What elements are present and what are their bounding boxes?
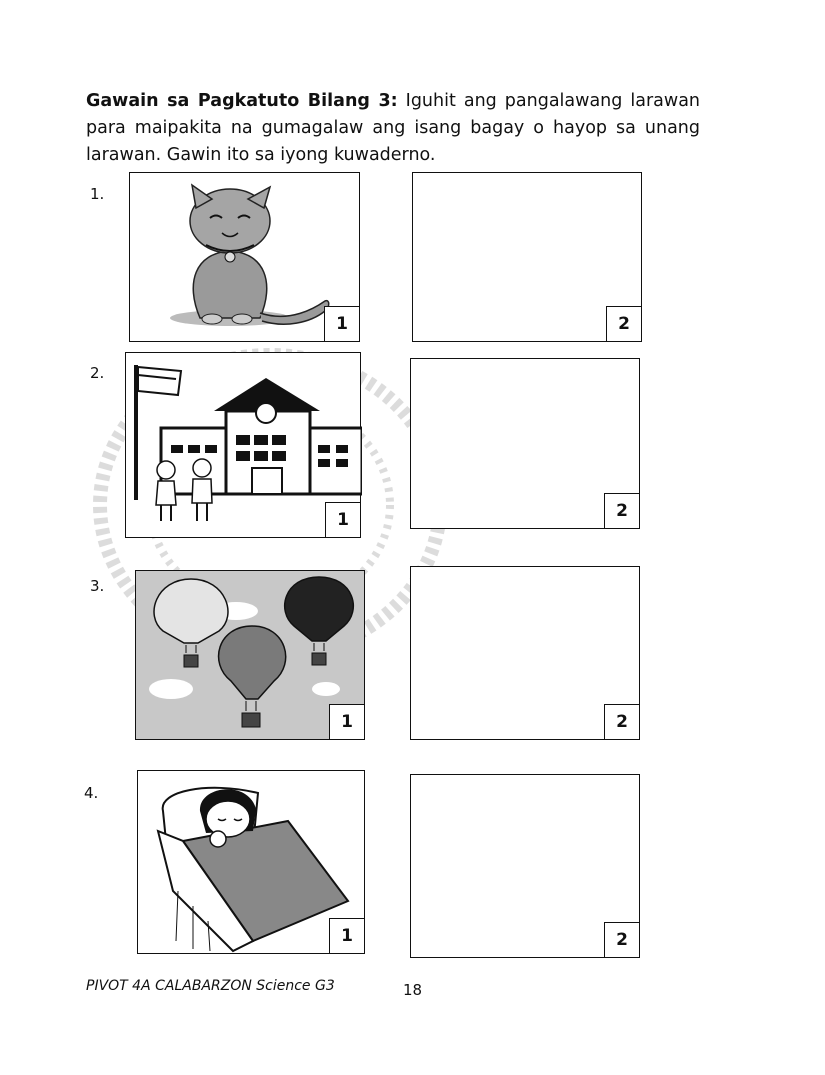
picture-number-tag: 2 (604, 493, 639, 528)
picture-number-tag: 1 (329, 918, 364, 953)
item-number-2: 2. (90, 364, 105, 382)
drawing-box-4-second (410, 774, 640, 958)
picture-number-tag: 2 (604, 922, 639, 957)
item-number-3: 3. (90, 577, 105, 595)
picture-number-tag: 2 (606, 306, 641, 341)
picture-box-4-first (137, 770, 365, 954)
instructions-paragraph (86, 88, 700, 169)
drawing-box-1-second (412, 172, 642, 342)
page-number: 18 (403, 981, 423, 999)
instructions-text: Iguhit ang pangalawang larawan para maipakita na gumagalaw ang isang bagay o hayop sa unang larawan. Gawin ito sa iyong kuwaderno. (86, 91, 701, 165)
drawing-box-2-second (410, 358, 640, 529)
item-number-1: 1. (90, 185, 105, 203)
picture-number-tag: 1 (325, 502, 360, 537)
item-number-4: 4. (84, 784, 99, 802)
drawing-box-3-second (410, 566, 640, 740)
picture-number-tag: 1 (324, 306, 359, 341)
picture-number-tag: 2 (604, 704, 639, 739)
picture-box-2-first (125, 352, 361, 538)
footer-text: PIVOT 4A CALABARZON Science G3 (86, 978, 335, 994)
activity-title: Gawain sa Pagkatuto Bilang 3: (86, 91, 398, 111)
picture-number-tag: 1 (329, 704, 364, 739)
picture-box-3-first (135, 570, 365, 740)
picture-box-1-first (129, 172, 360, 342)
